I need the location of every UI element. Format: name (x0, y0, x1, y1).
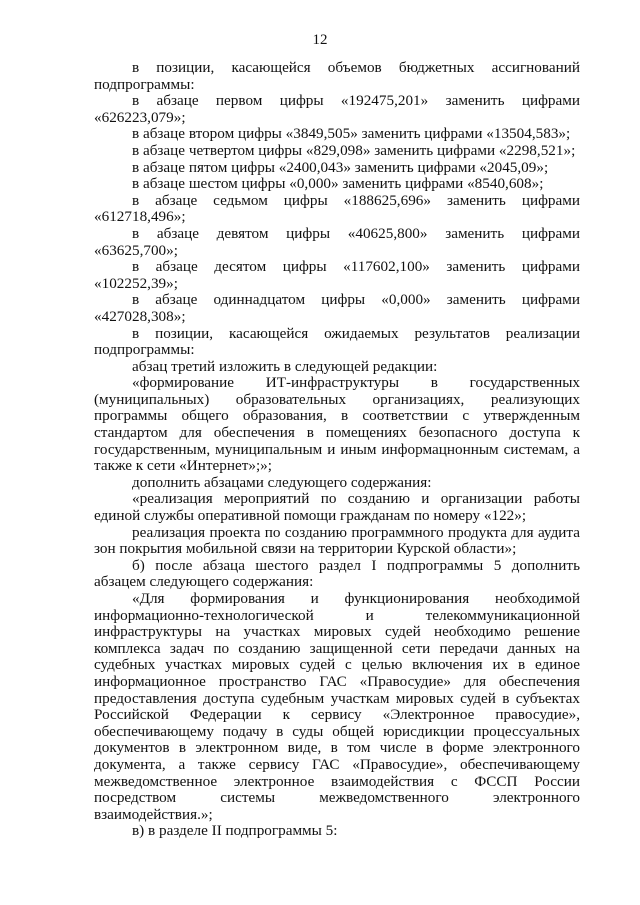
paragraph-abzats-10: в абзаце десятом цифры «117602,100» заменить цифрами «102252,39»; (94, 258, 580, 292)
paragraph-item-b: б) после абзаца шестого раздел I подпрограммы 5 дополнить абзацем следующего содержания: (94, 556, 580, 591)
paragraph-gas-pravosudie: «Для формирования и функционирования необходимой информационно-технологической и телекоммуникационной инфраструктуры на участках мировых судей необходимо решение комплекса задач по созданию защищенной сети передачи данных на судебных участках мировых судей с целью включения их в единое информационное пространство ГАС «Правосудие» для обеспечения предоставления доступа судебным участкам мировых судей в субъектах Российской Федерации к сервису «Электронное правосудие», обеспечивающему подачу в суды общей юрисдикции процессуальных документов в электронном виде, в том числе в форме электронного документа, а также сервису ГАС «Правосудие», обеспечивающему межведомственное электронное взаимодействия с ФССП России посредством системы межведомственного электронного взаимодействия.»; (94, 590, 580, 823)
paragraph-third-abzats-edit: абзац третий изложить в следующей редакции: (132, 357, 438, 375)
paragraph-add-abzats: дополнить абзацами следующего содержания: (132, 473, 432, 491)
paragraph-abzats-9: в абзаце девятом цифры «40625,800» заменить цифрами «63625,700»; (94, 224, 580, 259)
paragraph-abzats-4: в абзаце четвертом цифры «829,098» заменить цифрами «2298,521»; (132, 141, 576, 159)
paragraph-service-122: «реализация мероприятий по созданию и организации работы единой службы оперативной помощи гражданам по номеру «122»; (94, 490, 580, 525)
paragraph-results-position: в позиции, касающейся ожидаемых результатов реализации подпрограммы: (94, 324, 580, 359)
paragraph-abzats-11: в абзаце одиннадцатом цифры «0,000» заменить цифрами «427028,308»; (94, 291, 580, 325)
document-body (94, 60, 580, 840)
paragraph-it-infrastructure: «формирование ИТ-инфраструктуры в государственных (муниципальных) образовательных организациях, реализующих программы общего образования, в соответствии с утвержденным стандартом для обеспечения в помещениях безопасного доступа к государственным, муниципальным и иным информацнонным системам, а также к сети «Интернет»;»; (94, 374, 580, 475)
paragraph-item-v: в) в разделе II подпрограммы 5: (132, 822, 338, 840)
paragraph-abzats-5: в абзаце пятом цифры «2400,043» заменить цифрами «2045,09»; (132, 158, 549, 176)
page-number: 12 (312, 32, 328, 48)
paragraph-mobile-audit: реализация проекта по созданию программного продукта для аудита зон покрытия мобильной связи на территории Курской области»; (94, 523, 580, 558)
paragraph-abzats-6: в абзаце шестом цифры «0,000» заменить цифрами «8540,608»; (132, 175, 544, 193)
paragraph-budget-position: в позиции, касающейся объемов бюджетных ассигнований подпрограммы: (94, 59, 580, 93)
paragraph-abzats-1: в абзаце первом цифры «192475,201» заменить цифрами «626223,079»; (94, 92, 580, 126)
paragraph-abzats-2: в абзаце втором цифры «3849,505» заменить цифрами «13504,583»; (132, 125, 571, 143)
paragraph-abzats-7: в абзаце седьмом цифры «188625,696» заменить цифрами «612718,496»; (94, 191, 580, 226)
